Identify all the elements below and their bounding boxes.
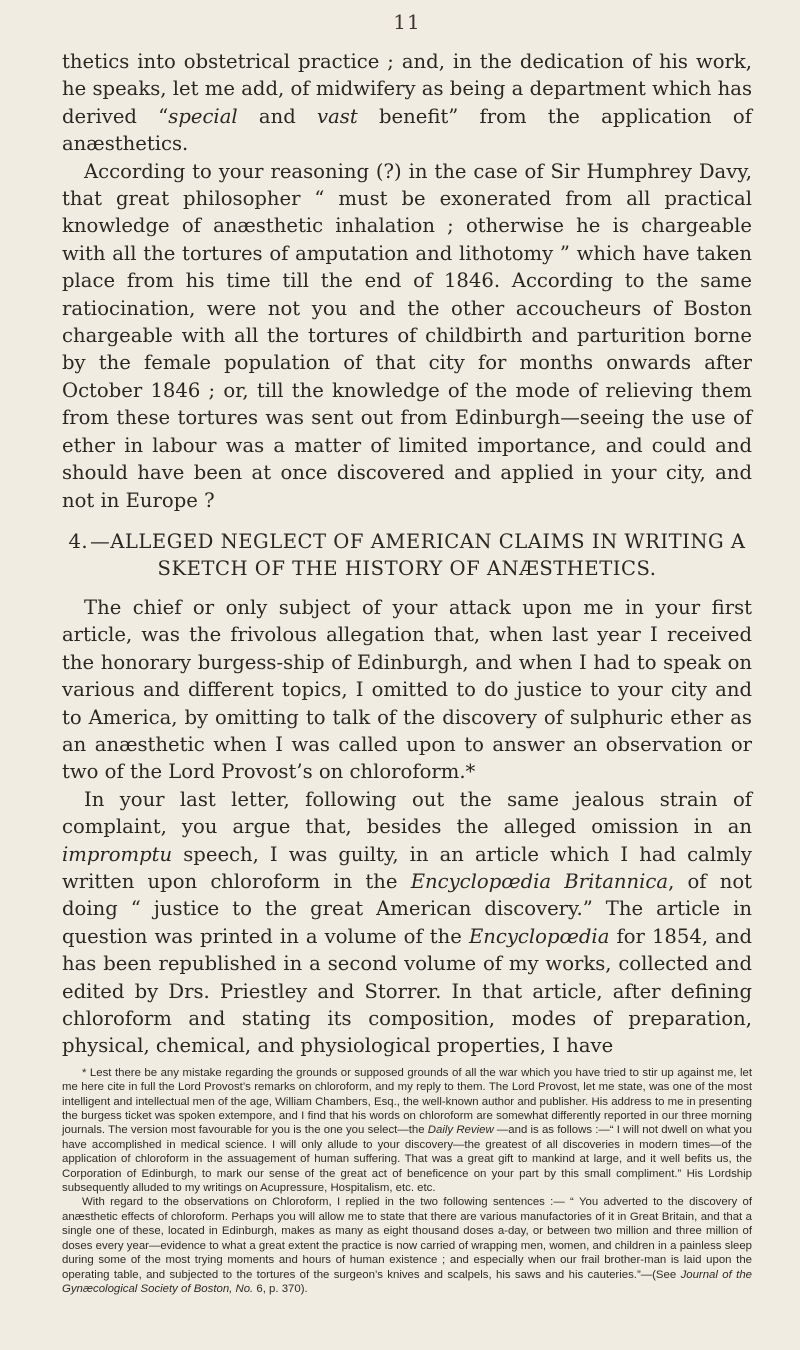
- text-run: With regard to the observations on Chloroform, I replied in the two following sentences :— “ You adverted to the discovery of anæsthetic effects of chloroform. Perhaps you will allow me to state that there are various manufactories of it in Great Britain, and that a single one of these, located in Edinburgh, makes as many as eight thousand doses a-day, or between two million and three million of doses every year—evidence to what a great extent the practice is now carried of wrapping men, women, and children in a painless sleep during some of the most trying moments and hours of human existence ; and especially when our frail brother-man is laid upon the operating table, and subjected to the tortures of the surgeon’s knives and scalpels, his saws and his cauteries.”—(See: [62, 1196, 752, 1281]
- paragraph: [62, 158, 752, 514]
- footnote-paragraph: [62, 1066, 752, 1196]
- text-run: The chief or only subject of your attack upon me in your first article, was the frivolous allegation that, when last year I received the honorary burgess-ship of Edinburgh, and when I had to speak on various and different topics, I omitted to do justice to your city and to America, by omitting to talk of the discovery of sulphuric ether as an anæsthetic when I was called upon to answer an observation or two of the Lord Provost’s on chloroform.*: [62, 595, 752, 784]
- text-run: * Lest there be any mistake regarding the grounds or supposed grounds of all the war which you have tried to stir up against me, let me here cite in full the Lord Provost’s remarks on chloroform, and my reply to them. The Lord Provost, let me state, was one of the most intelligent and intellectual men of the age, William Chambers, Esq., the well-known author and publisher. His address to me in presenting the burgess ticket was spoken extempore, and I find that his words on chloroform are somewhat differently reported in our three morning journals. The version most favourable for you is the one you select—the: [62, 1066, 752, 1137]
- text-run: , of not doing “ justice to the great American discovery.” The article in question was printed in a volume of the: [62, 869, 753, 948]
- page-number: 11: [393, 10, 421, 34]
- italic-text: Encyclopœdia Britannica: [410, 869, 669, 893]
- text-run: for 1854, and has been republished in a second volume of my works, collected and edited by Drs. Priestley and Storrer. In that article, after defining chloroform and stating its composition, modes of preparation, physical, chemical, and physiological properties, I have: [62, 924, 752, 1058]
- paragraph: [62, 786, 752, 1060]
- section-number: 4.: [68, 529, 89, 553]
- text-run: —and is as follows :—“ I will not dwell on what you have accomplished in medical science. I will only allude to your discovery—the greatest of all discoveries in modern times—of the application of chloroform in the assuagement of human suffering. That was a great gift to mankind at large, and it well befits us, the Corporation of Edinburgh, to mark our sense of the great act of beneficence on your part by this small compliment.” His Lordship subsequently alluded to my writings on Acupressure, Hospitalism, etc. etc.: [62, 1124, 752, 1195]
- paragraph: [62, 594, 752, 786]
- section-heading: [62, 528, 752, 582]
- italic-text: vast: [317, 104, 358, 128]
- text-run: According to your reasoning (?) in the case of Sir Humphrey Davy, that great philosopher “ must be exonerated from all practical knowledge of anæsthetic inhalation ; otherwise he is chargeable with all the tortures of amputation and lithotomy ” which have taken place from his time till the end of 1846. According to the same ratiocination, were not you and the other accoucheurs of Boston chargeable with all the tortures of childbirth and parturition borne by the female population of that city for months onwards after October 1846 ; or, till the knowledge of the mode of relieving them from these tortures was sent out from Edinburgh—seeing the use of ether in labour was a matter of limited importance, and could and should have been at once discovered and applied in your city, and not in Europe ?: [62, 159, 752, 512]
- footnote: [62, 1066, 752, 1297]
- text-run: benefit” from the application of anæsthetics.: [62, 104, 752, 156]
- paragraph: [62, 48, 752, 158]
- text-run: thetics into obstetrical practice ; and, in the dedication of his work, he speaks, let me add, of midwifery as being a department which has derived “: [62, 50, 752, 128]
- body-text-bottom: [62, 594, 752, 1060]
- text-run: In your last letter, following out the same jealous strain of complaint, you argue that, besides the alleged omission in an: [62, 787, 752, 839]
- italic-text: special: [168, 104, 238, 128]
- text-run: speech, I was guilty, in an article which I had calmly written upon chloroform in the: [62, 842, 752, 893]
- text-run: and: [237, 104, 318, 128]
- body-text-top: [62, 48, 752, 514]
- footnote-paragraph: [62, 1195, 752, 1296]
- italic-text: Daily Review: [427, 1124, 494, 1137]
- text-run: 6, p. 370).: [253, 1282, 308, 1295]
- italic-text: Journal of the Gynæcological Society of Boston, No.: [62, 1268, 752, 1295]
- section-title: —ALLEGED NEGLECT OF AMERICAN CLAIMS IN WRITING A SKETCH OF THE HISTORY OF ANÆSTHETICS.: [90, 529, 746, 580]
- italic-text: impromptu: [62, 842, 173, 866]
- italic-text: Encyclopœdia: [468, 924, 610, 948]
